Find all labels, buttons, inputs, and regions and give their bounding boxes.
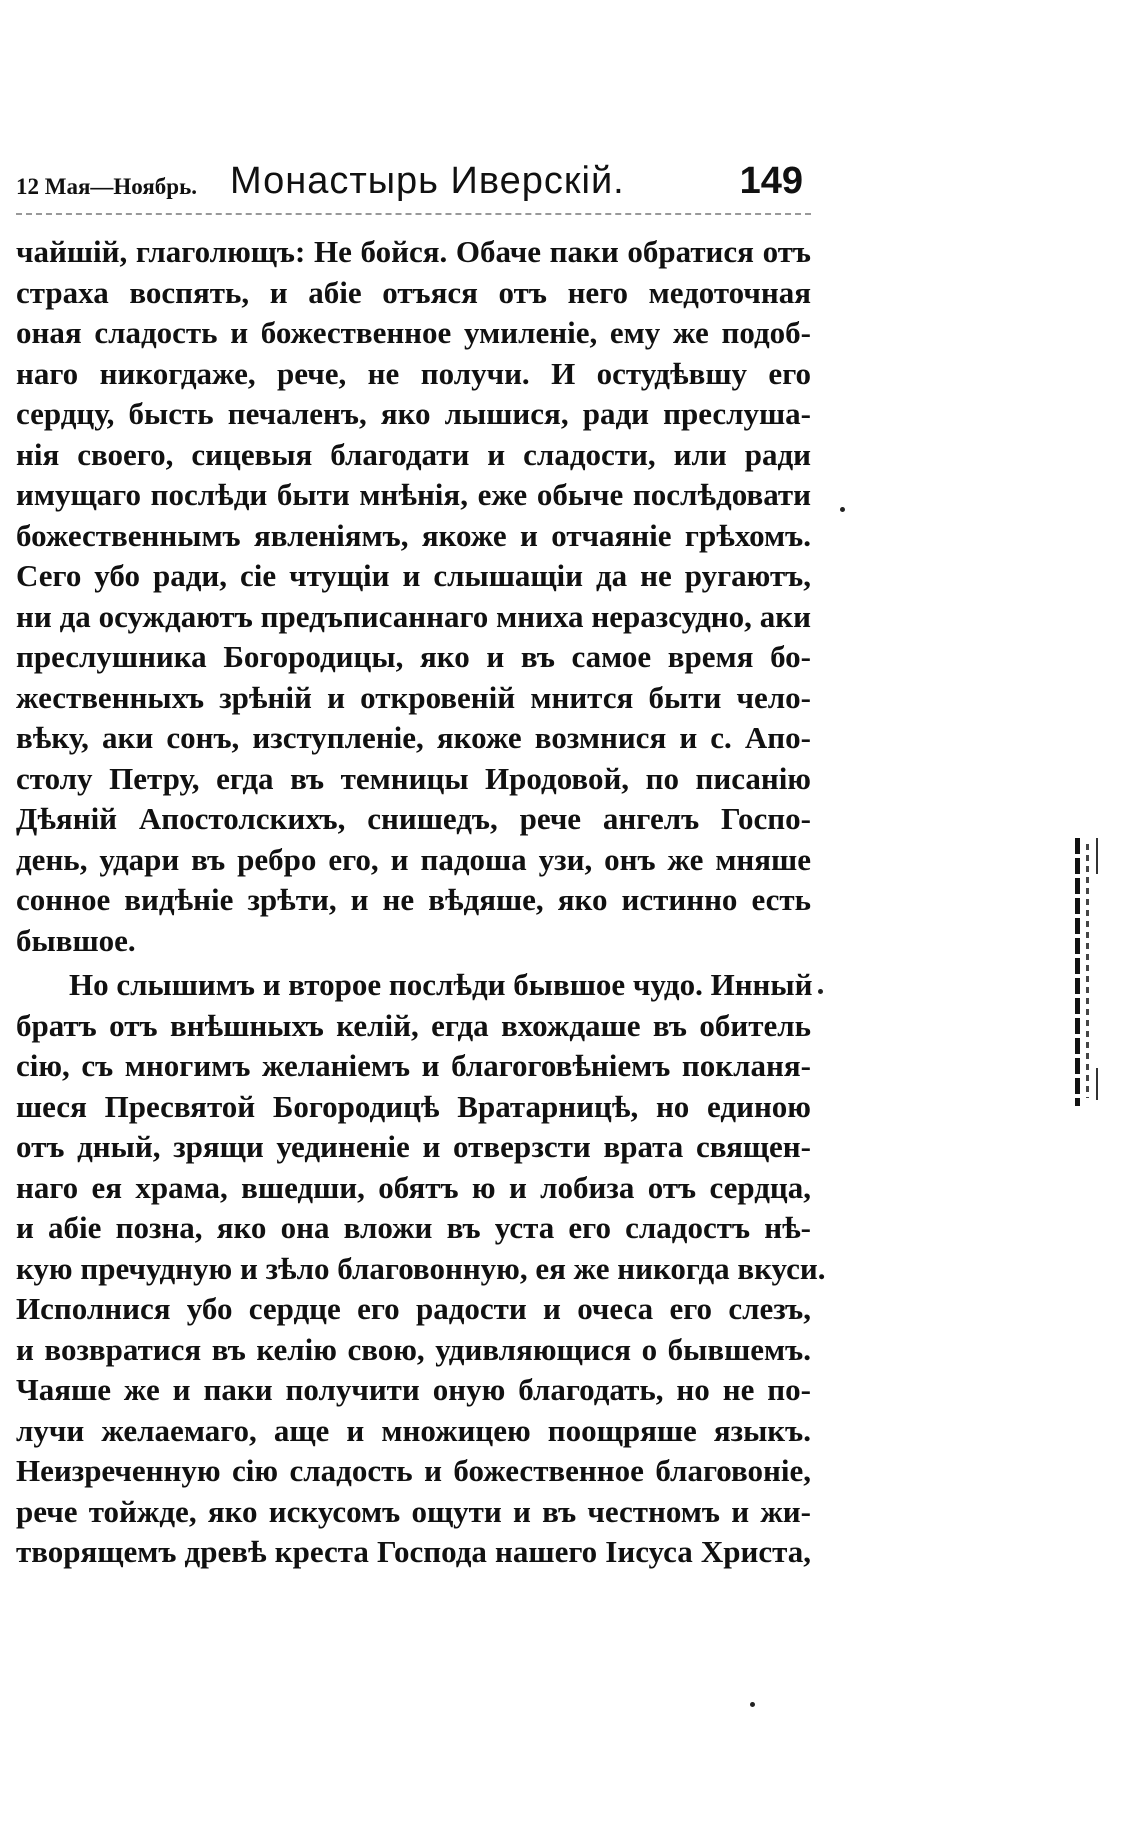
body-text bbox=[16, 232, 826, 1573]
text-line: страха воспять, и абіе отъяся отъ него медоточная bbox=[16, 274, 811, 310]
text-line: наго никогдаже, рече, не получи. И остудѣвшу его bbox=[16, 355, 811, 391]
text-line: и абіе позна, яко она вложи въ уста его сладостъ нѣ- bbox=[16, 1210, 811, 1245]
text-line: ни да осуждаютъ предъписаннаго мниха неразсудно, аки bbox=[16, 598, 811, 634]
text-line: наго ея храма, вшедши, обятъ ю и лобиза отъ сердца, bbox=[16, 1169, 811, 1205]
text-line: рече тойжде, яко искусомъ ощути и въ честномъ и жи- bbox=[16, 1493, 811, 1529]
text-line: творящемъ древѣ креста Господа нашего Іисуса Христа, bbox=[16, 1534, 811, 1569]
text-line: шеся Пресвятой Богородицѣ Вратарницѣ, но единою bbox=[16, 1088, 811, 1124]
page-number: 149 bbox=[739, 160, 803, 202]
text-line: оная сладость и божественное умиленіе, ему же подоб- bbox=[16, 315, 811, 350]
text-line: Но слышимъ и второе послѣди бывшое чудо. Инный bbox=[69, 967, 813, 1002]
header-title: Монастырь Иверскій. bbox=[230, 160, 625, 202]
text-line: вѣку, аки сонъ, изступленіе, якоже возмнися и с. Апо- bbox=[16, 720, 811, 755]
text-line: имущаго послѣди быти мнѣнія, еже обыче послѣдовати bbox=[16, 477, 811, 512]
header-dates: 12 Мая—Ноябрь. bbox=[16, 174, 198, 199]
speck-mark bbox=[840, 507, 845, 512]
text-line: Дѣяній Апостолскихъ, снишедъ, рече ангелъ Госпо- bbox=[16, 801, 811, 836]
text-line: нія своего, сицевыя благодати и сладости, или ради bbox=[16, 436, 811, 472]
running-header bbox=[16, 160, 811, 206]
text-line: кую пречудную и зѣло благовонную, ея же никогда вкуси. bbox=[16, 1250, 826, 1286]
text-line: жественныхъ зрѣній и откровеній мнится быти чело- bbox=[16, 679, 811, 715]
text-line: Чаяше же и паки получити оную благодать, но не по- bbox=[16, 1372, 811, 1407]
text-line: сердцу, бысть печаленъ, яко лышися, ради преслуша- bbox=[16, 396, 811, 431]
text-line: отъ дный, зрящи уединеніе и отверзсти врата священ- bbox=[16, 1129, 811, 1164]
paragraph-1 bbox=[16, 232, 811, 961]
text-line: лучи желаемаго, аще и множицею поощряше языкъ. bbox=[16, 1412, 811, 1448]
text-line: день, удари въ ребро его, и падоша узи, онъ же мняше bbox=[16, 841, 811, 877]
header-rule bbox=[16, 213, 811, 215]
margin-scan-artifact bbox=[1072, 838, 1102, 1108]
text-line: сію, съ многимъ желаніемъ и благоговѣніемъ покланя- bbox=[16, 1048, 811, 1083]
text-line: столу Петру, егда въ темницы Иродовой, по писанію bbox=[16, 760, 811, 796]
speck-mark bbox=[818, 989, 823, 994]
speck-mark bbox=[750, 1702, 755, 1707]
text-line: сонное видѣніе зрѣти, и не вѣдяше, яко истинно есть bbox=[16, 882, 811, 917]
text-line: Сего убо ради, сіе чтущіи и слышащіи да не ругаютъ, bbox=[16, 558, 811, 593]
text-line: Неизреченную сію сладость и божественное благовоніе, bbox=[16, 1453, 811, 1488]
text-line: бывшое. bbox=[16, 922, 136, 958]
text-line: братъ отъ внѣшныхъ келій, егда вхождаше въ обитель bbox=[16, 1007, 811, 1043]
text-line: преслушника Богородицы, яко и въ самое время бо- bbox=[16, 639, 811, 674]
text-line: и возвратися въ келію свою, удивляющися о бывшемъ. bbox=[16, 1331, 811, 1367]
text-line: Исполнися убо сердце его радости и очеса его слезъ, bbox=[16, 1291, 811, 1326]
text-line: чайшій, глаголющъ: Не бойся. Обаче паки обратися отъ bbox=[16, 234, 811, 269]
paragraph-2 bbox=[16, 965, 826, 1573]
text-line: божественнымъ явленіямъ, якоже и отчаяніе грѣхомъ. bbox=[16, 517, 811, 553]
